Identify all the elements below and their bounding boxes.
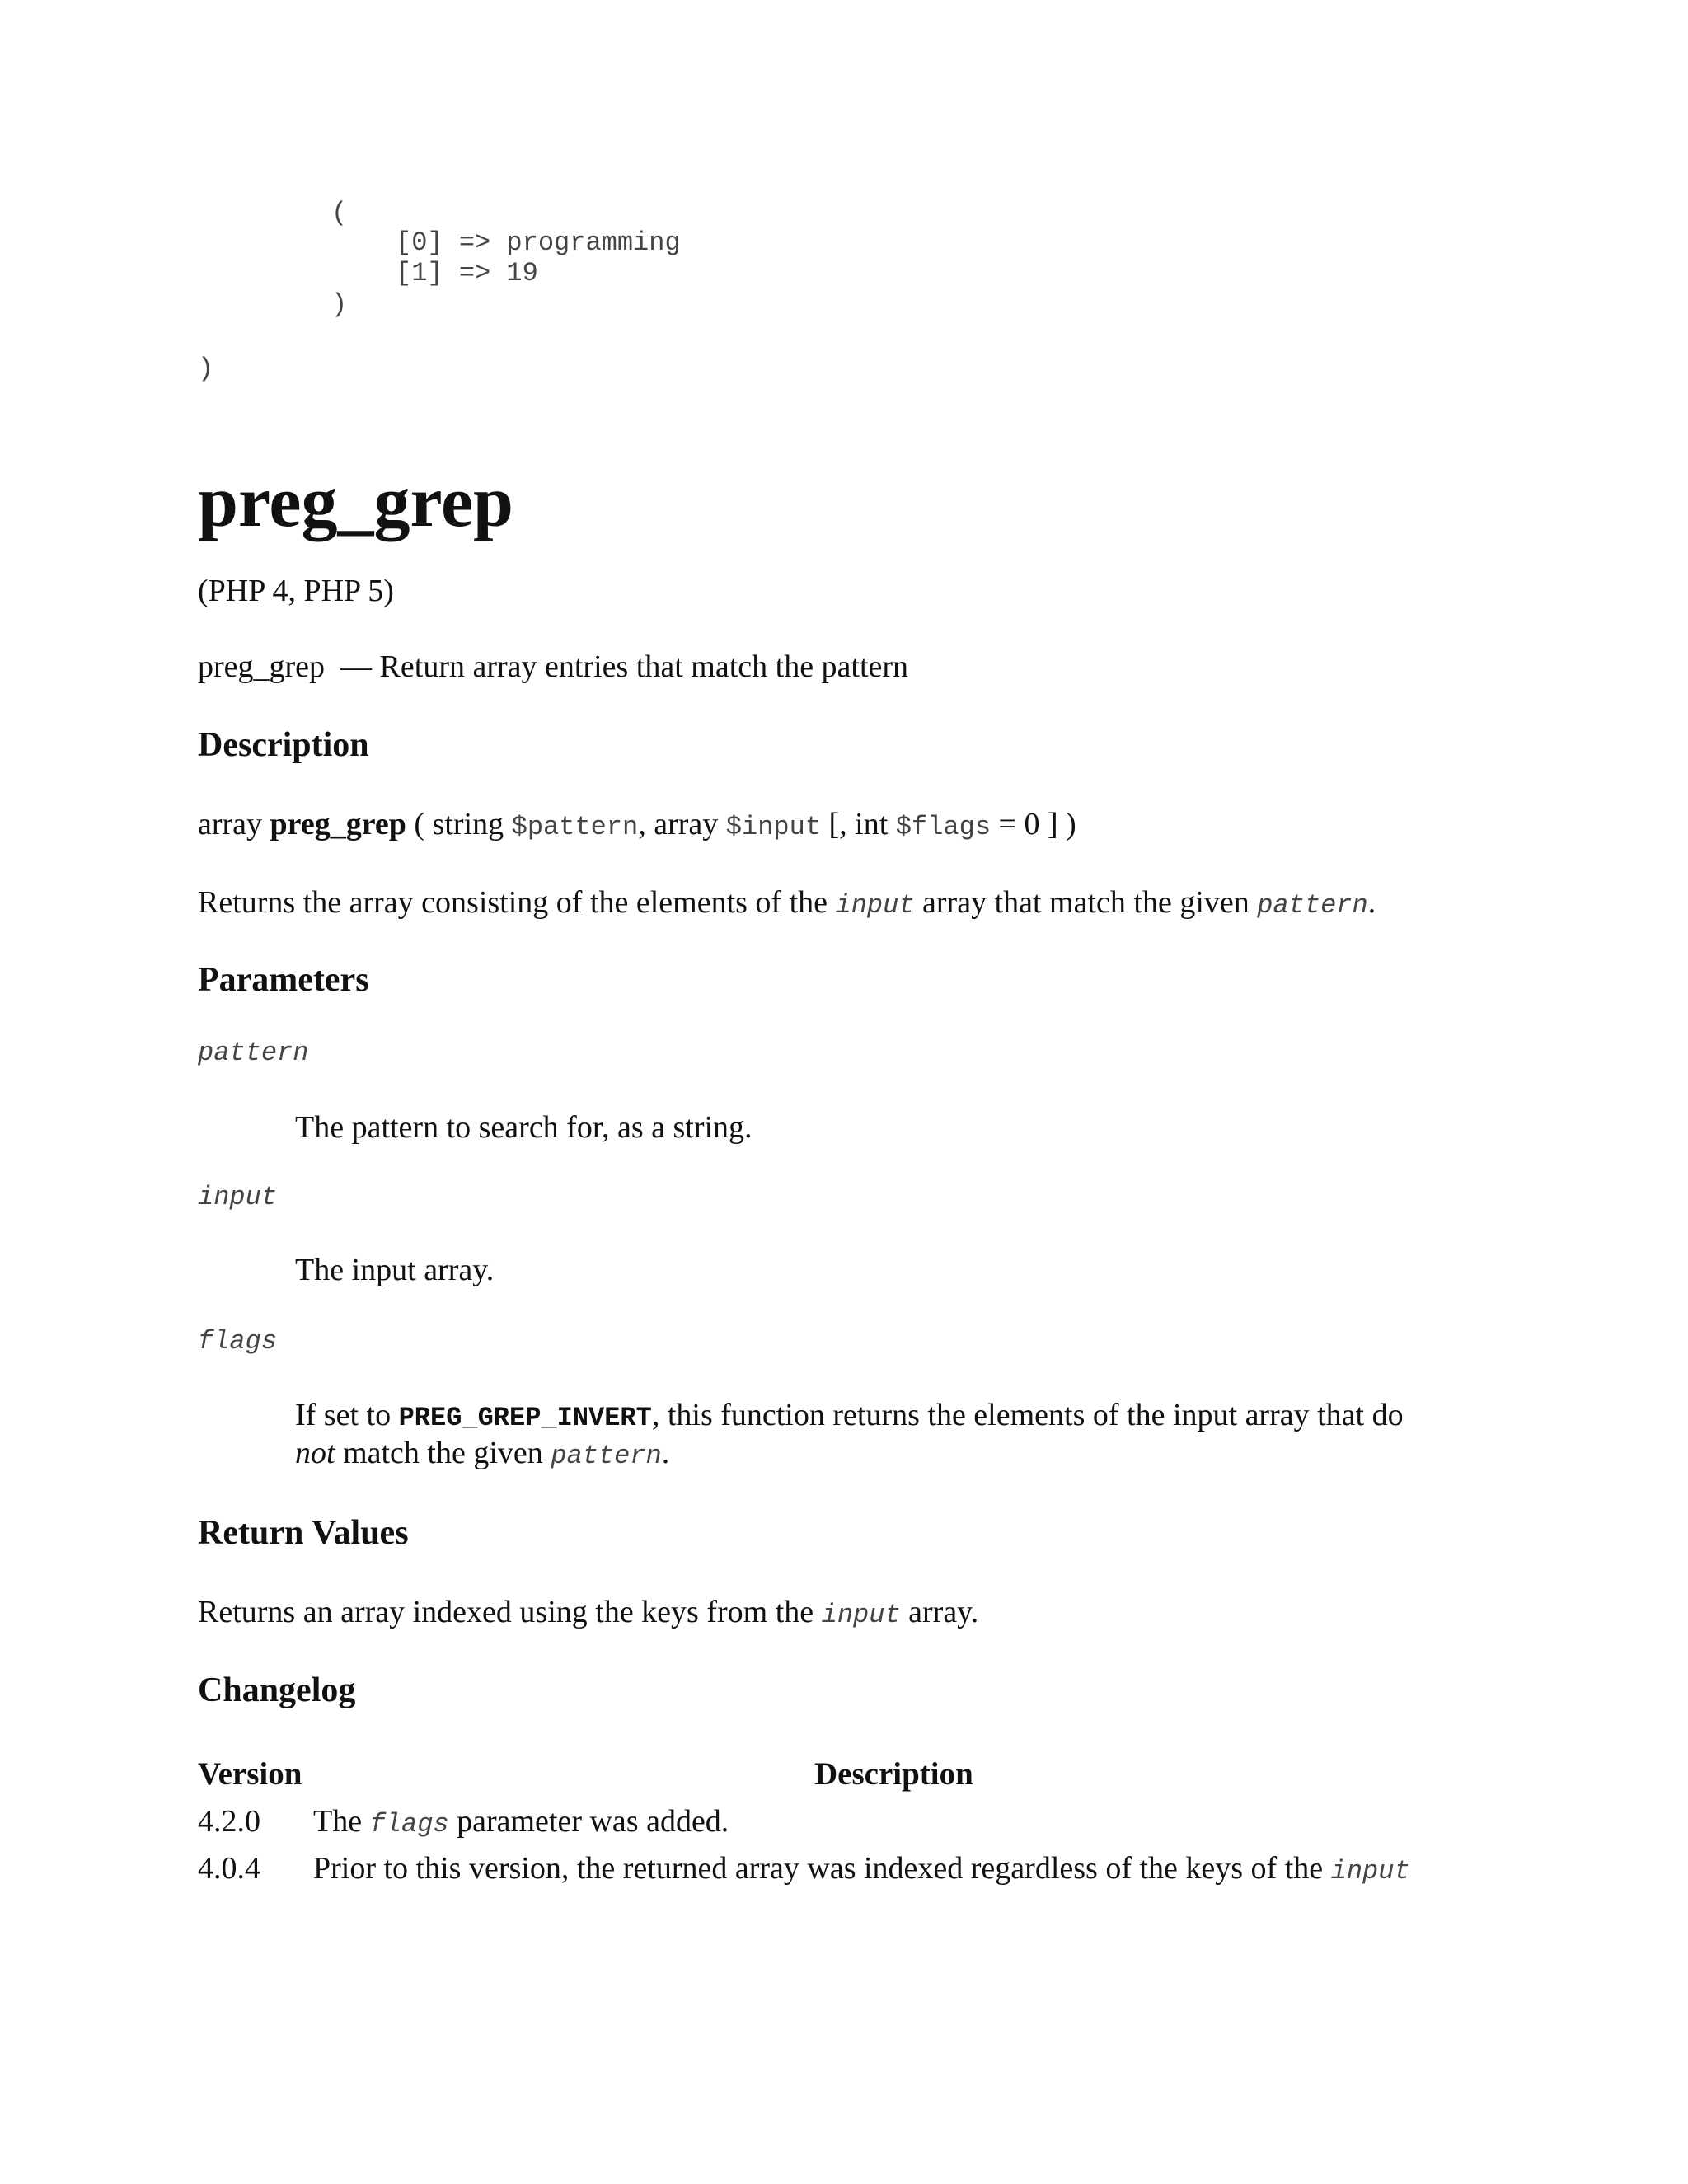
refname-purpose: Return array entries that match the pattern [379,649,909,684]
description-text [198,883,1376,925]
signature-return-type: array [198,807,263,841]
description-text-a: Returns the array consisting of the elements of the [198,885,828,920]
page-title: preg_grep [198,462,513,542]
refname-dash: — [340,649,373,684]
flags-desc-c: match the given [343,1436,543,1470]
description-code-input: input [835,890,915,921]
return-values-code: input [821,1600,901,1630]
changelog-row-description [313,1802,729,1844]
signature-tail: = 0 ] ) [998,807,1076,841]
signature-param-flags: $flags [895,812,992,842]
param-desc-flags-line1 [295,1396,1404,1437]
param-desc-input: The input array. [295,1253,495,1287]
code-line-1: [1] => 19 [396,258,538,288]
signature-sep2: [, int [828,807,889,841]
refname-name: preg_grep [198,649,326,684]
signature-sep1: , array [638,807,719,841]
code-close-inner: ) [331,289,348,320]
code-close-outer: ) [198,354,214,384]
param-name-input: input [198,1182,278,1212]
return-values-text-a: Returns an array indexed using the keys from the [198,1595,814,1629]
changelog-row-version: 4.0.4 [198,1851,260,1886]
flags-desc-code: pattern [551,1441,662,1471]
php-versions: (PHP 4, PHP 5) [198,574,394,608]
code-line-0: [0] => programming [396,227,681,258]
changelog-col-version: Version [198,1756,302,1792]
signature-function-name: preg_grep [270,807,406,841]
return-values-text-b: array. [908,1595,979,1629]
signature-param-pattern: $pattern [511,812,639,842]
param-desc-pattern: The pattern to search for, as a string. [295,1110,753,1145]
return-values-text [198,1593,978,1634]
changelog-col-description: Description [814,1756,973,1792]
param-name-pattern: pattern [198,1038,309,1068]
refname-line [198,648,908,686]
return-values-heading: Return Values [198,1514,409,1552]
description-text-c: . [1367,885,1376,920]
signature-open: ( string [414,807,504,841]
code-open-paren: ( [331,198,348,228]
parameters-heading: Parameters [198,961,369,999]
param-desc-flags-line2 [295,1434,669,1475]
description-heading: Description [198,726,369,764]
flags-constant: PREG_GREP_INVERT [398,1403,652,1433]
changelog-heading: Changelog [198,1671,356,1709]
changelog-row-version: 4.2.0 [198,1804,260,1839]
signature-param-input: $input [725,812,822,842]
changelog-row-description [313,1849,1410,1891]
flags-desc-a: If set to [295,1398,392,1432]
flags-desc-b: , this function returns the elements of the input array that do [651,1398,1404,1432]
description-code-pattern: pattern [1257,890,1368,921]
changelog-row-code: flags [369,1809,449,1840]
changelog-row-text-a: Prior to this version, the returned array was indexed regardless of the keys of the [313,1851,1324,1886]
flags-desc-not: not [295,1436,335,1470]
function-signature [198,805,1076,846]
description-text-b: array that match the given [922,885,1250,920]
changelog-row-text-b: parameter was added. [457,1804,729,1839]
param-name-flags: flags [198,1326,278,1357]
changelog-row-code: input [1330,1856,1410,1886]
flags-desc-end: . [661,1436,670,1470]
changelog-row-text-a: The [313,1804,363,1839]
